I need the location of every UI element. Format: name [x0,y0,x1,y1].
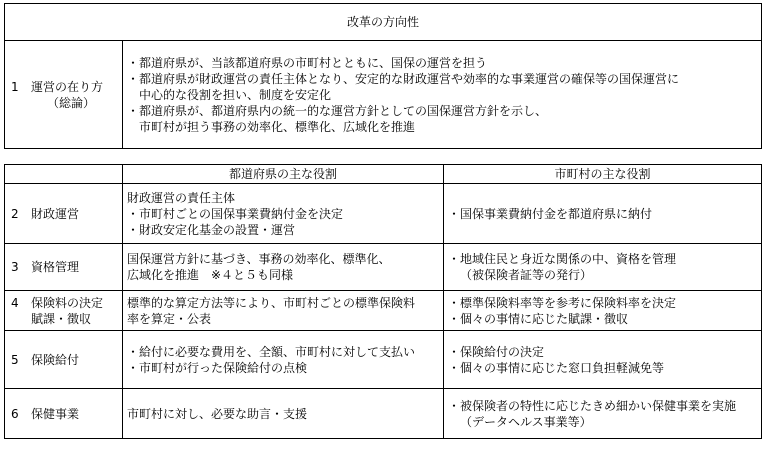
row-label-line2: 賦課・徴収 [31,311,92,326]
muni-role-line: （被保険者証等の発行） [460,268,593,282]
row-label-cell [5,291,123,331]
muni-role-cell [444,244,762,291]
reform-bullet: 中心的な役割を担い、制度を安定化 [139,87,332,102]
muni-role-line: ・地域住民と身近な関係の中、資格を管理 [448,252,677,266]
reform-bullet: ・都道府県が、当該都道府県の市町村とともに、国保の運営を担う [127,55,488,70]
row-label: 保健事業 [31,406,80,421]
reform-item-label-cell [5,41,123,149]
roles-header-empty [5,165,123,184]
row-number: 2 [11,206,19,221]
row-label-cell [5,331,123,389]
row-label-cell [5,184,123,244]
pref-role-line: ・市町村が行った保険給付の点検 [127,360,308,375]
pref-role-cell [123,184,444,244]
pref-role-line: 率を算定・公表 [127,311,212,326]
reform-bullet: ・都道府県が、都道府県内の統一的な運営方針としての国保運営方針を示し、 [127,103,548,118]
pref-role-line: ・市町村ごとの国保事業費納付金を決定 [127,206,344,221]
row-number: 6 [11,406,19,421]
muni-role-line: （データヘルス事業等） [460,414,592,429]
row-number: 4 [11,295,19,310]
muni-role-line: ・個々の事情に応じた賦課・徴収 [448,311,629,326]
pref-role-line: ・財政安定化基金の設置・運営 [127,222,296,237]
row-number: 3 [11,260,19,274]
muni-role-line: ・標準保険料率等を参考に保険料率を決定 [448,295,677,310]
muni-role-cell [444,184,762,244]
col-header-prefecture: 都道府県の主な役割 [123,165,444,184]
muni-role-cell [444,389,762,439]
row-label-cell [5,389,123,439]
muni-role-cell [444,331,762,389]
reform-item-number: 1 [11,79,19,94]
muni-role-line: ・国保事業費納付金を都道府県に納付 [448,206,653,221]
roles-table [4,164,762,439]
muni-role-cell [444,291,762,331]
reform-title: 改革の方向性 [5,4,762,41]
pref-role-line: 広域化を推進 ※４と５も同様 [127,268,294,282]
reform-item-sub: （総論） [46,95,95,110]
pref-role-line: 市町村に対し、必要な助言・支援 [127,406,308,421]
reform-direction-table [4,3,762,149]
col-header-municipality: 市町村の主な役割 [444,165,762,184]
row-label: 資格管理 [31,260,80,274]
muni-role-line: ・被保険者の特性に応じたきめ細かい保健事業を実施 [448,398,737,413]
reform-bullet: 市町村が担う事務の効率化、標準化、広域化を推進 [139,119,416,134]
pref-role-line: ・給付に必要な費用を、全額、市町村に対して支払い [127,344,416,359]
pref-role-cell [123,291,444,331]
pref-role-line: 標準的な算定方法等により、市町村ごとの標準保険料 [127,295,416,310]
reform-bullets-cell [123,41,762,149]
row-label: 保険給付 [31,352,80,367]
row-label: 保険料の決定 [31,295,104,310]
row-number: 5 [11,352,19,367]
pref-role-cell [123,389,444,439]
row-label-cell [5,244,123,291]
pref-role-line: 国保運営方針に基づき、事務の効率化、標準化、 [127,252,391,266]
pref-role-cell [123,244,444,291]
muni-role-line: ・保険給付の決定 [448,344,545,359]
reform-item-label: 運営の在り方 [31,79,104,94]
pref-role-cell [123,331,444,389]
pref-role-line: 財政運営の責任主体 [127,190,236,205]
row-label: 財政運営 [31,206,80,221]
reform-bullet: ・都道府県が財政運営の責任主体となり、安定的な財政運営や効率的な事業運営の確保等の国保運営に [127,71,680,86]
muni-role-line: ・個々の事情に応じた窓口負担軽減免等 [448,360,665,375]
